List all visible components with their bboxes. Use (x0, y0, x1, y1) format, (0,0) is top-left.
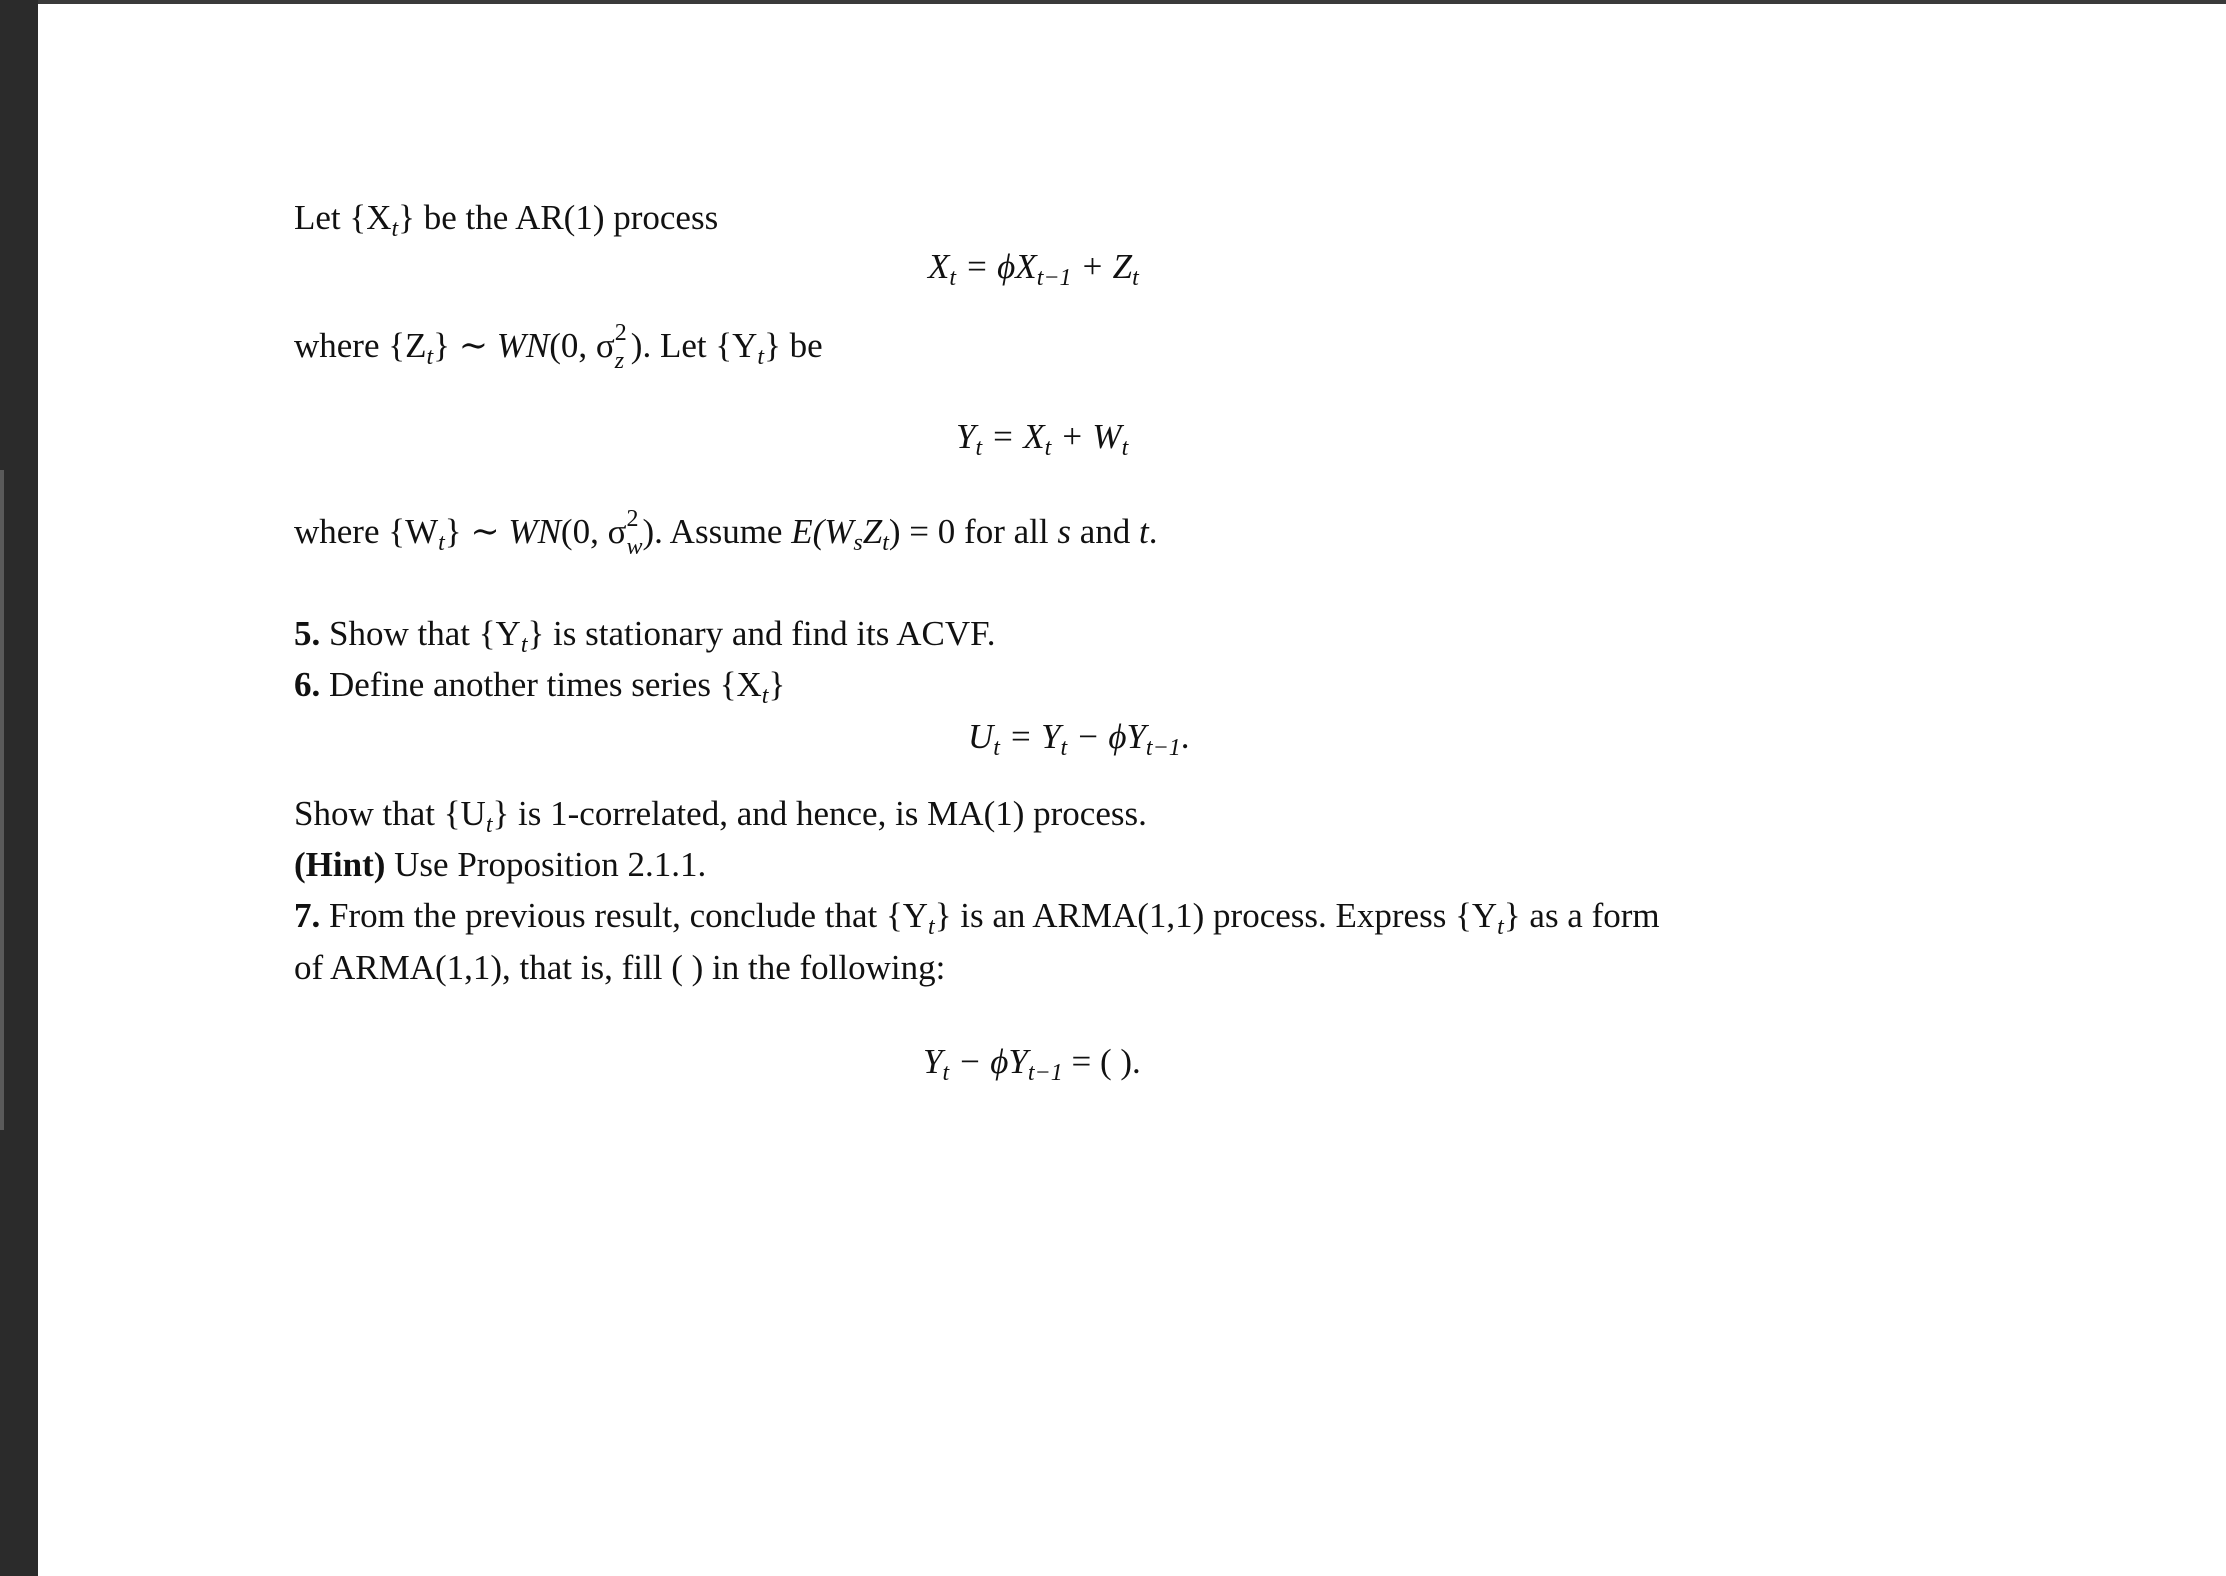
question-number: 7. (294, 896, 321, 935)
sub-t-minus-1: t−1 (1027, 1060, 1063, 1086)
intro-line-2 (294, 320, 823, 374)
wn: WN (496, 326, 550, 365)
sub-t: t (1497, 914, 1504, 940)
brace-close: } (934, 896, 952, 935)
sup-2: 2 (626, 506, 639, 532)
document-content (38, 4, 2226, 1576)
question-text: Show that (320, 614, 479, 653)
tilde: ∼ (449, 326, 497, 365)
question-text: is 1-correlated, and hence, is MA(1) process. (509, 794, 1147, 833)
eq-term: . (1180, 717, 1190, 756)
equation-ar1 (928, 247, 1139, 291)
viewer-left-gutter (0, 0, 38, 1576)
question-text: is stationary and find its ACVF. (544, 614, 996, 653)
hint-text: Use Proposition 2.1.1. (385, 845, 707, 884)
question-7-line-2 (294, 950, 945, 985)
intro-text: Let (294, 198, 350, 237)
equation-y (956, 417, 1129, 461)
question-number: 6. (294, 665, 321, 704)
sub-w: w (626, 534, 643, 560)
question-5 (294, 614, 996, 658)
sym-x: {X (349, 198, 392, 237)
sub-t: t (928, 914, 935, 940)
question-text: of ARMA(1,1), that is, fill ( ) in the following: (294, 948, 946, 987)
sub-t: t (485, 812, 493, 838)
sub-t: t (761, 683, 769, 709)
var-t: t (1139, 512, 1149, 551)
question-number: 5. (294, 614, 321, 653)
brace-close: } (492, 794, 510, 833)
eq-term: − ϕY (949, 1042, 1028, 1081)
wn: WN (508, 512, 561, 551)
sym-y: {Y (885, 896, 929, 935)
sub-s: s (853, 530, 863, 556)
sub-t: t (975, 435, 983, 461)
wn-args: (0, σ (560, 512, 627, 551)
question-text: as a form (1520, 896, 1660, 935)
document-page (38, 4, 2226, 1576)
equation-arma (923, 1042, 1141, 1086)
question-text: is an ARMA(1,1) process. Express (951, 896, 1456, 935)
intro-text: and (1070, 512, 1139, 551)
sub-t: t (438, 530, 445, 556)
intro-line-1 (294, 198, 719, 242)
eq-term: + W (1051, 417, 1122, 456)
brace-close: } (444, 512, 462, 551)
sym-w: {W (388, 512, 439, 551)
eq-term: Z (862, 512, 883, 551)
eq-term: = ϕX (964, 247, 1037, 286)
brace-close: } (398, 198, 415, 237)
wn-args: (0, σ (549, 326, 615, 365)
question-text: Define another times series (320, 665, 720, 704)
sym-y: {Y (715, 326, 758, 365)
eq-term: U (968, 717, 994, 756)
eq-term: + Z (1071, 247, 1133, 286)
sub-t: t (1132, 265, 1139, 291)
sym-z: {Z (388, 326, 427, 365)
intro-text: . (1148, 512, 1158, 551)
eq-term: (W (812, 512, 854, 551)
question-6 (294, 665, 786, 709)
var-s: s (1057, 512, 1071, 551)
sub-t: t (391, 216, 399, 242)
intro-text: ). Let (630, 326, 716, 365)
tilde: ∼ (461, 512, 509, 551)
sup-2: 2 (614, 320, 627, 346)
sub-t: t (1044, 435, 1052, 461)
intro-text: where (294, 512, 389, 551)
sub-t: t (426, 344, 434, 370)
brace-close: } (527, 614, 545, 653)
intro-text: where (294, 326, 389, 365)
eq-term: = X (982, 417, 1045, 456)
intro-text: be (780, 326, 823, 365)
sub-t: t (757, 344, 765, 370)
brace-close: } (768, 665, 786, 704)
sub-t: t (942, 1060, 950, 1086)
sub-t: t (882, 530, 889, 556)
eq-term: = Y (999, 717, 1061, 756)
sub-t-minus-1: t−1 (1036, 265, 1072, 291)
question-text: Show that (294, 794, 444, 833)
sym-x: {X (719, 665, 762, 704)
eq-term: = ( ). (1062, 1042, 1141, 1081)
sym-u: {U (443, 794, 486, 833)
eq-term: X (928, 247, 950, 286)
sub-t: t (993, 735, 1000, 761)
intro-line-3 (294, 506, 1158, 560)
expectation: E (791, 512, 813, 551)
sub-t: t (1060, 735, 1068, 761)
left-panel-handle[interactable] (0, 470, 4, 1130)
question-7 (294, 896, 1660, 940)
intro-text: be the AR(1) process (414, 198, 719, 237)
brace-close: } (1503, 896, 1521, 935)
question-text: From the previous result, conclude that (320, 896, 886, 935)
sub-t: t (520, 632, 528, 658)
eq-term: − ϕY (1067, 717, 1146, 756)
sub-z: z (614, 348, 625, 374)
question-6-show (294, 794, 1147, 838)
sym-y: {Y (478, 614, 521, 653)
sub-t-minus-1: t−1 (1145, 735, 1181, 761)
brace-close: } (764, 326, 781, 365)
eq-term: Y (956, 417, 976, 456)
intro-text: ). Assume (642, 512, 792, 551)
eq-term: Y (923, 1042, 943, 1081)
question-6-hint (294, 847, 706, 882)
equation-u (968, 717, 1190, 761)
sub-t: t (1121, 435, 1129, 461)
sym-y: {Y (1455, 896, 1498, 935)
set-x (349, 198, 415, 242)
hint-label: (Hint) (294, 845, 386, 884)
brace-close: } (433, 326, 450, 365)
intro-text: ) = 0 for all (888, 512, 1058, 551)
sub-t: t (949, 265, 957, 291)
